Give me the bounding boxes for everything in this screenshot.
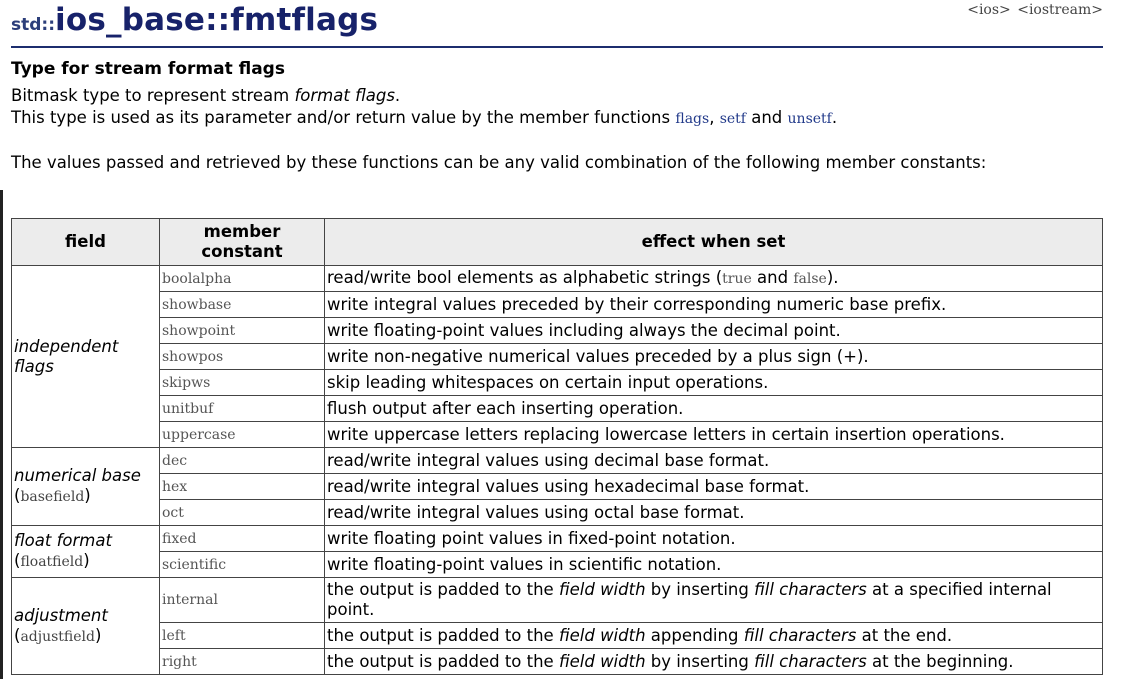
description-line-2: This type is used as its parameter and/or return value by the member functions flags, setf and unsetf. [11,108,838,127]
const-showbase[interactable]: showbase [160,292,325,318]
const-internal[interactable]: internal [160,578,325,623]
page-title [11,2,378,38]
type-name: ios_base::fmtflags [55,2,379,38]
field-basefield: numerical base (basefield) [12,448,160,526]
header-member-constant: member constant [160,219,325,266]
effect-uppercase: write uppercase letters replacing lowercase letters in certain insertion operations. [325,422,1103,448]
table-row [12,623,1103,649]
effect-scientific: write floating-point values in scientific notation. [325,552,1103,578]
const-fixed[interactable]: fixed [160,526,325,552]
basefield-link[interactable]: basefield [20,489,85,505]
flags-link[interactable]: flags [675,111,710,127]
const-oct[interactable]: oct [160,500,325,526]
const-left[interactable]: left [160,623,325,649]
table-row [12,448,1103,474]
effect-unitbuf: flush output after each inserting operation. [325,396,1103,422]
const-uppercase[interactable]: uppercase [160,422,325,448]
table-row [12,474,1103,500]
table-row [12,344,1103,370]
const-showpoint[interactable]: showpoint [160,318,325,344]
description-line-1: Bitmask type to represent stream format flags. [11,86,401,105]
adjustfield-link[interactable]: adjustfield [20,628,95,645]
setf-link[interactable]: setf [719,111,746,127]
const-dec[interactable]: dec [160,448,325,474]
effect-skipws: skip leading whitespaces on certain input operations. [325,370,1103,396]
header-files[interactable]: <ios> <iostream> [967,2,1103,18]
effect-fixed: write floating point values in fixed-point notation. [325,526,1103,552]
field-floatfield: float format (floatfield) [12,526,160,578]
table-row [12,266,1103,292]
table-row [12,578,1103,623]
table-row [12,396,1103,422]
table-row [12,649,1103,675]
effect-hex: read/write integral values using hexadecimal base format. [325,474,1103,500]
effect-boolalpha: read/write bool elements as alphabetic strings (true and false). [325,266,1103,292]
const-unitbuf[interactable]: unitbuf [160,396,325,422]
effect-showbase: write integral values preceded by their corresponding numeric base prefix. [325,292,1103,318]
description [11,85,1103,174]
floatfield-link[interactable]: floatfield [20,554,84,570]
type-subtitle: Type for stream format flags [11,59,285,79]
effect-left: the output is padded to the field width appending fill characters at the end. [325,623,1103,649]
description-line-3: The values passed and retrieved by these functions can be any valid combination of the following member constants: [11,153,987,172]
effect-right: the output is padded to the field width by inserting fill characters at the beginning. [325,649,1103,675]
table-row [12,318,1103,344]
table-row [12,292,1103,318]
table-header-row [12,219,1103,266]
effect-showpoint: write floating-point values including always the decimal point. [325,318,1103,344]
table-row [12,552,1103,578]
const-boolalpha[interactable]: boolalpha [160,266,325,292]
const-skipws[interactable]: skipws [160,370,325,396]
reference-page [11,0,1103,671]
field-adjustfield: adjustment (adjustfield) [12,578,160,675]
const-right[interactable]: right [160,649,325,675]
const-showpos[interactable]: showpos [160,344,325,370]
header-effect: effect when set [325,219,1103,266]
effect-internal: the output is padded to the field width by inserting fill characters at a specified internal point. [325,578,1103,623]
page-header [11,0,1103,48]
header-field: field [12,219,160,266]
unsetf-link[interactable]: unsetf [787,111,832,127]
flags-table [11,218,1103,675]
effect-showpos: write non-negative numerical values preceded by a plus sign (+). [325,344,1103,370]
effect-dec: read/write integral values using decimal base format. [325,448,1103,474]
field-independent: independent flags [12,266,160,448]
table-row [12,526,1103,552]
effect-oct: read/write integral values using octal base format. [325,500,1103,526]
table-row [12,370,1103,396]
format-flags-term: format flags [294,86,395,105]
const-hex[interactable]: hex [160,474,325,500]
namespace-label: std:: [11,15,56,35]
left-margin-rule [0,190,3,679]
table-row [12,500,1103,526]
table-row [12,422,1103,448]
const-scientific[interactable]: scientific [160,552,325,578]
